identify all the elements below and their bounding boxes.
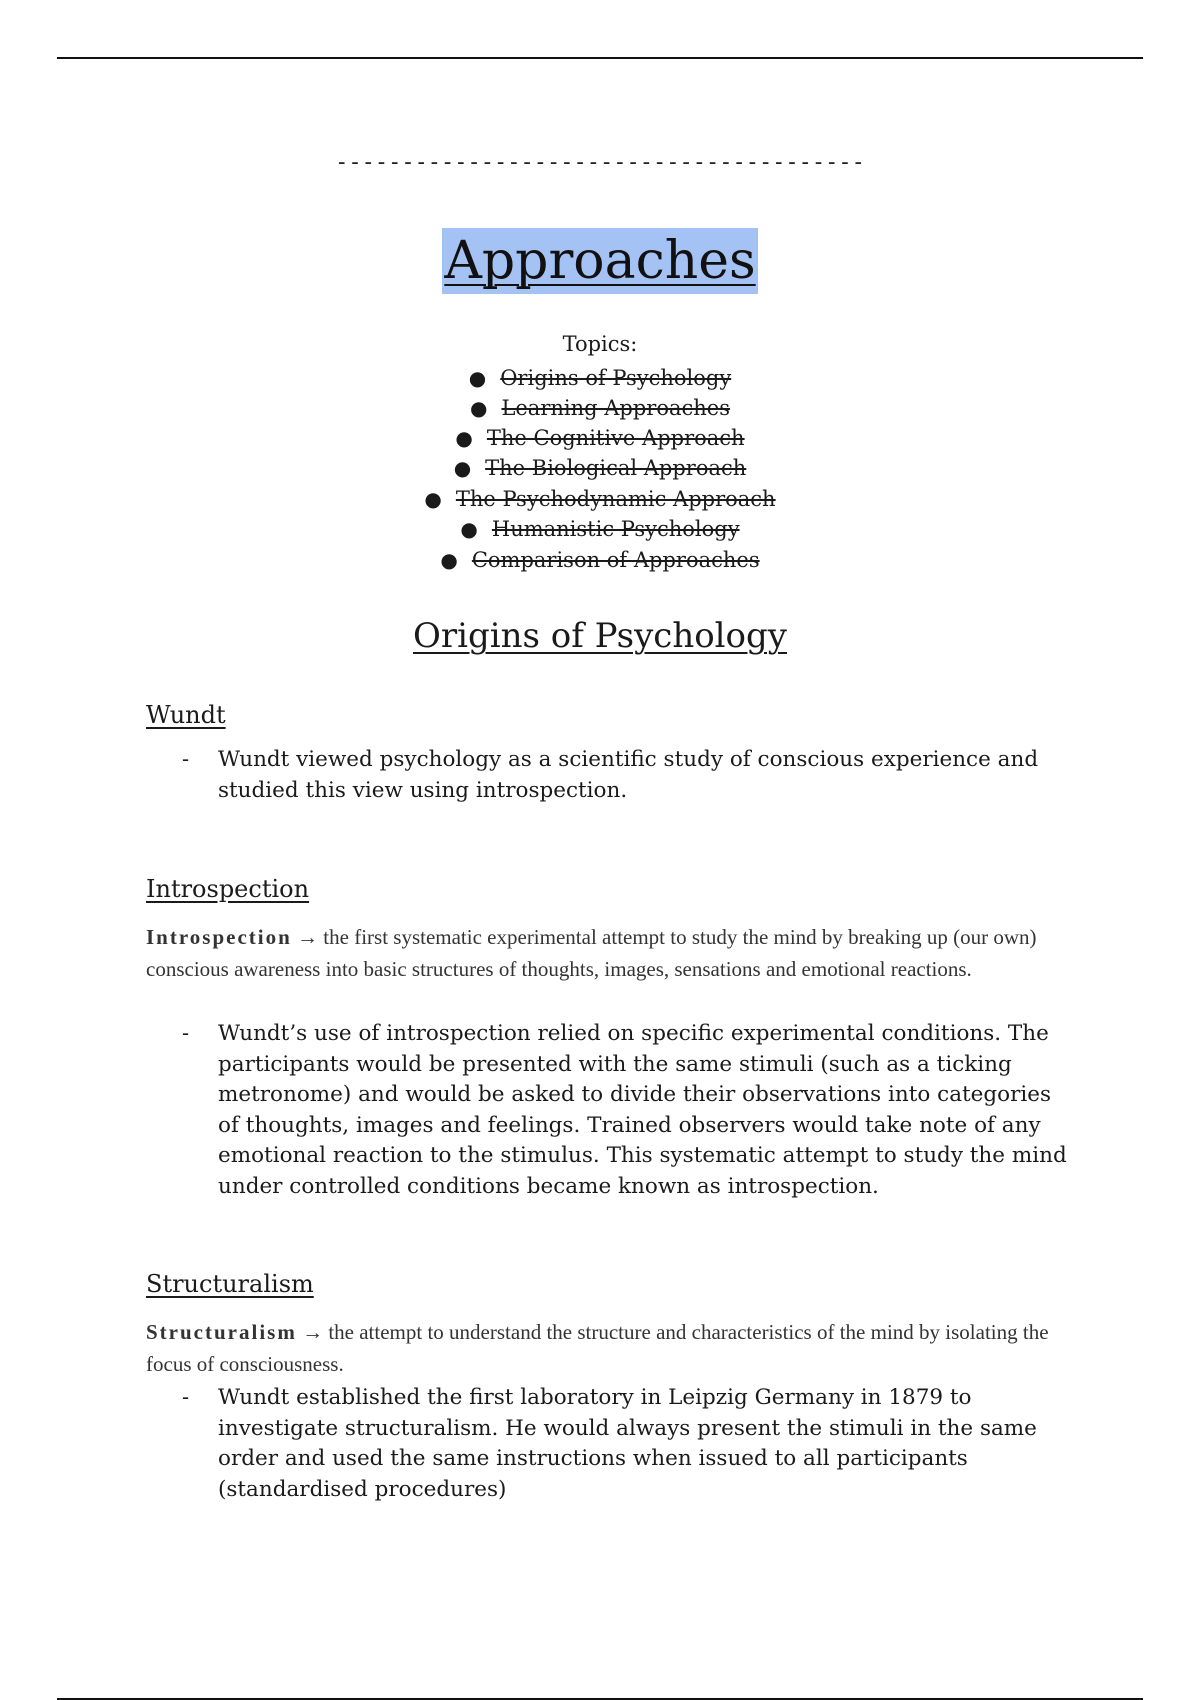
wundt-bullet: Wundt viewed psychology as a scientific study of conscious experience and studied this view using introspection. bbox=[218, 747, 1039, 803]
bullet-icon: ● bbox=[440, 548, 458, 572]
topic-text: Humanistic Psychology bbox=[491, 517, 740, 541]
bullet-icon: ● bbox=[468, 366, 487, 390]
topic-text: The Psychodynamic Approach bbox=[455, 487, 776, 511]
topics-label: Topics: bbox=[562, 332, 638, 356]
structuralism-definition bbox=[146, 1316, 1066, 1380]
dash-marker: - bbox=[182, 747, 190, 771]
section-title: Origins of Psychology bbox=[413, 616, 787, 656]
topic-item bbox=[0, 516, 1200, 542]
introspection-heading: Introspection bbox=[146, 875, 310, 903]
topic-item bbox=[0, 486, 1200, 512]
bullet-icon: ● bbox=[455, 426, 473, 450]
bullet-icon: ● bbox=[460, 517, 478, 541]
introspection-definition bbox=[146, 921, 1066, 985]
topic-text: Comparison of Approaches bbox=[471, 548, 760, 572]
title-container bbox=[0, 228, 1200, 294]
bullet-icon: ● bbox=[469, 396, 488, 420]
bullet-icon: ● bbox=[453, 456, 472, 480]
structuralism-definition-text: → the attempt to understand the structure and characteristics of the mind by isolating the focus of consciousness. bbox=[146, 1320, 1049, 1376]
topic-text: Learning Approaches bbox=[501, 396, 730, 420]
structuralism-heading: Structuralism bbox=[146, 1270, 314, 1298]
topic-item bbox=[0, 425, 1200, 451]
structuralism-bullet: Wundt established the first laboratory in Leipzig Germany in 1879 to investigate structuralism. He would always present the stimuli in the same order and used the same instructions when issued to all participants (standardised procedures) bbox=[218, 1385, 1037, 1502]
topic-text: The Cognitive Approach bbox=[486, 426, 745, 450]
topic-item bbox=[0, 547, 1200, 573]
topic-item bbox=[0, 395, 1200, 421]
topic-text: Origins of Psychology bbox=[500, 366, 732, 390]
top-rule bbox=[57, 57, 1143, 59]
dash-marker: - bbox=[182, 1385, 190, 1409]
dashed-separator: ---------------------------------------- bbox=[335, 150, 865, 175]
topic-text: The Biological Approach bbox=[485, 456, 747, 480]
structuralism-term: Structuralism bbox=[146, 1320, 297, 1344]
wundt-heading: Wundt bbox=[146, 701, 226, 729]
introspection-bullet: Wundt’s use of introspection relied on specific experimental conditions. The participants would be presented with the same stimuli (such as a ticking metronome) and would be asked to divide their observations into categories of thoughts, images and feelings. Trained observers would take note of any emotional reaction to the stimulus. This systematic attempt to study the mind under controlled conditions became known as introspection. bbox=[218, 1021, 1067, 1199]
introspection-term: Introspection bbox=[146, 925, 292, 949]
topic-item bbox=[0, 365, 1200, 391]
dash-marker: - bbox=[182, 1021, 190, 1045]
topic-item bbox=[0, 455, 1200, 481]
bullet-icon: ● bbox=[424, 487, 442, 511]
introspection-definition-text: → the first systematic experimental attempt to study the mind by breaking up (our own) conscious awareness into basic structures of thoughts, images, sensations and emotional reactions. bbox=[146, 925, 1037, 981]
page-title: Approaches bbox=[442, 228, 757, 294]
